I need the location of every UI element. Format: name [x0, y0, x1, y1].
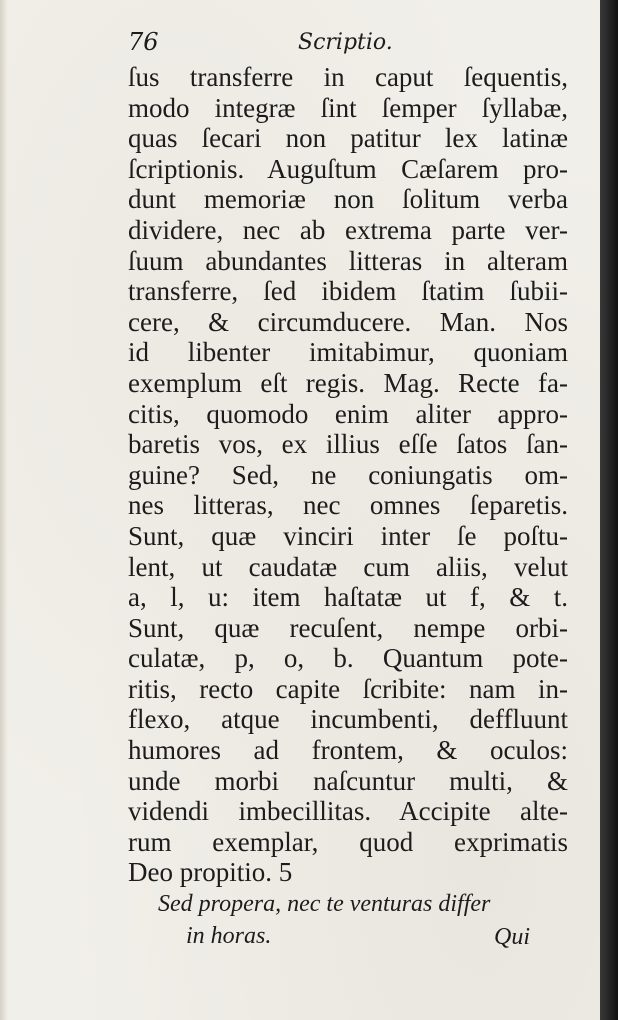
text-line: transferre, ſed ibidem ſtatim ſubii- — [128, 276, 568, 307]
verse-line: Sed propera, nec te venturas differ — [158, 891, 491, 917]
text-line: videndi imbecillitas. Accipite alte- — [128, 796, 568, 827]
text-line: guine? Sed, ne coniungatis om- — [128, 459, 568, 490]
text-line: dividere, nec ab extrema parte ver- — [128, 214, 568, 245]
body-text — [128, 62, 568, 888]
text-line: ſus transferre in caput ſequentis, — [128, 62, 568, 92]
text-line: ritis, recto capite ſcribite: nam in- — [128, 673, 568, 704]
text-line: Deo propitio. 5 — [128, 857, 293, 888]
text-line: culatæ, p, o, b. Quantum pote- — [128, 643, 568, 674]
text-line: exemplum eſt regis. Mag. Recte fa- — [128, 367, 568, 398]
text-line: lent, ut caudatæ cum aliis, velut — [128, 551, 568, 582]
text-line: humores ad frontem, & oculos: — [128, 735, 568, 766]
text-line: baretis vos, ex illius eſſe ſatos ſan- — [128, 429, 568, 460]
page-gutter — [0, 0, 8, 1020]
text-line: quas ſecari non patitur lex latinæ — [128, 123, 568, 154]
text-line: ſuum abundantes litteras in alteram — [128, 245, 568, 276]
verse-line: in horas. — [186, 923, 272, 949]
text-line: flexo, atque incumbenti, deffluunt — [128, 704, 568, 735]
text-line: dunt memoriæ non ſolitum verba — [128, 184, 568, 215]
page-number: 76 — [128, 28, 159, 56]
text-line: id libenter imitabimur, quoniam — [128, 337, 568, 368]
text-line: ſcriptionis. Auguſtum Cæſarem pro- — [128, 153, 568, 184]
text-line: rum exemplar, quod exprimatis — [128, 826, 568, 857]
catchword: Qui — [494, 924, 530, 950]
book-edge — [600, 0, 618, 1020]
text-line: Sunt, quæ recuſent, nempe orbi- — [128, 612, 568, 643]
text-line: unde morbi naſcuntur multi, & — [128, 765, 568, 796]
text-line: a, l, u: item haſtatæ ut f, & t. — [128, 582, 568, 613]
text-line: modo integræ ſint ſemper ſyllabæ, — [128, 92, 568, 123]
text-line: nes litteras, nec omnes ſeparetis. — [128, 490, 568, 521]
text-line: Sunt, quæ vinciri inter ſe poſtu- — [128, 520, 568, 551]
text-line: citis, quomodo enim aliter appro- — [128, 398, 568, 429]
running-head: Scriptio. — [298, 30, 393, 55]
text-line: cere, & circumducere. Man. Nos — [128, 306, 568, 337]
page-header — [128, 28, 548, 58]
